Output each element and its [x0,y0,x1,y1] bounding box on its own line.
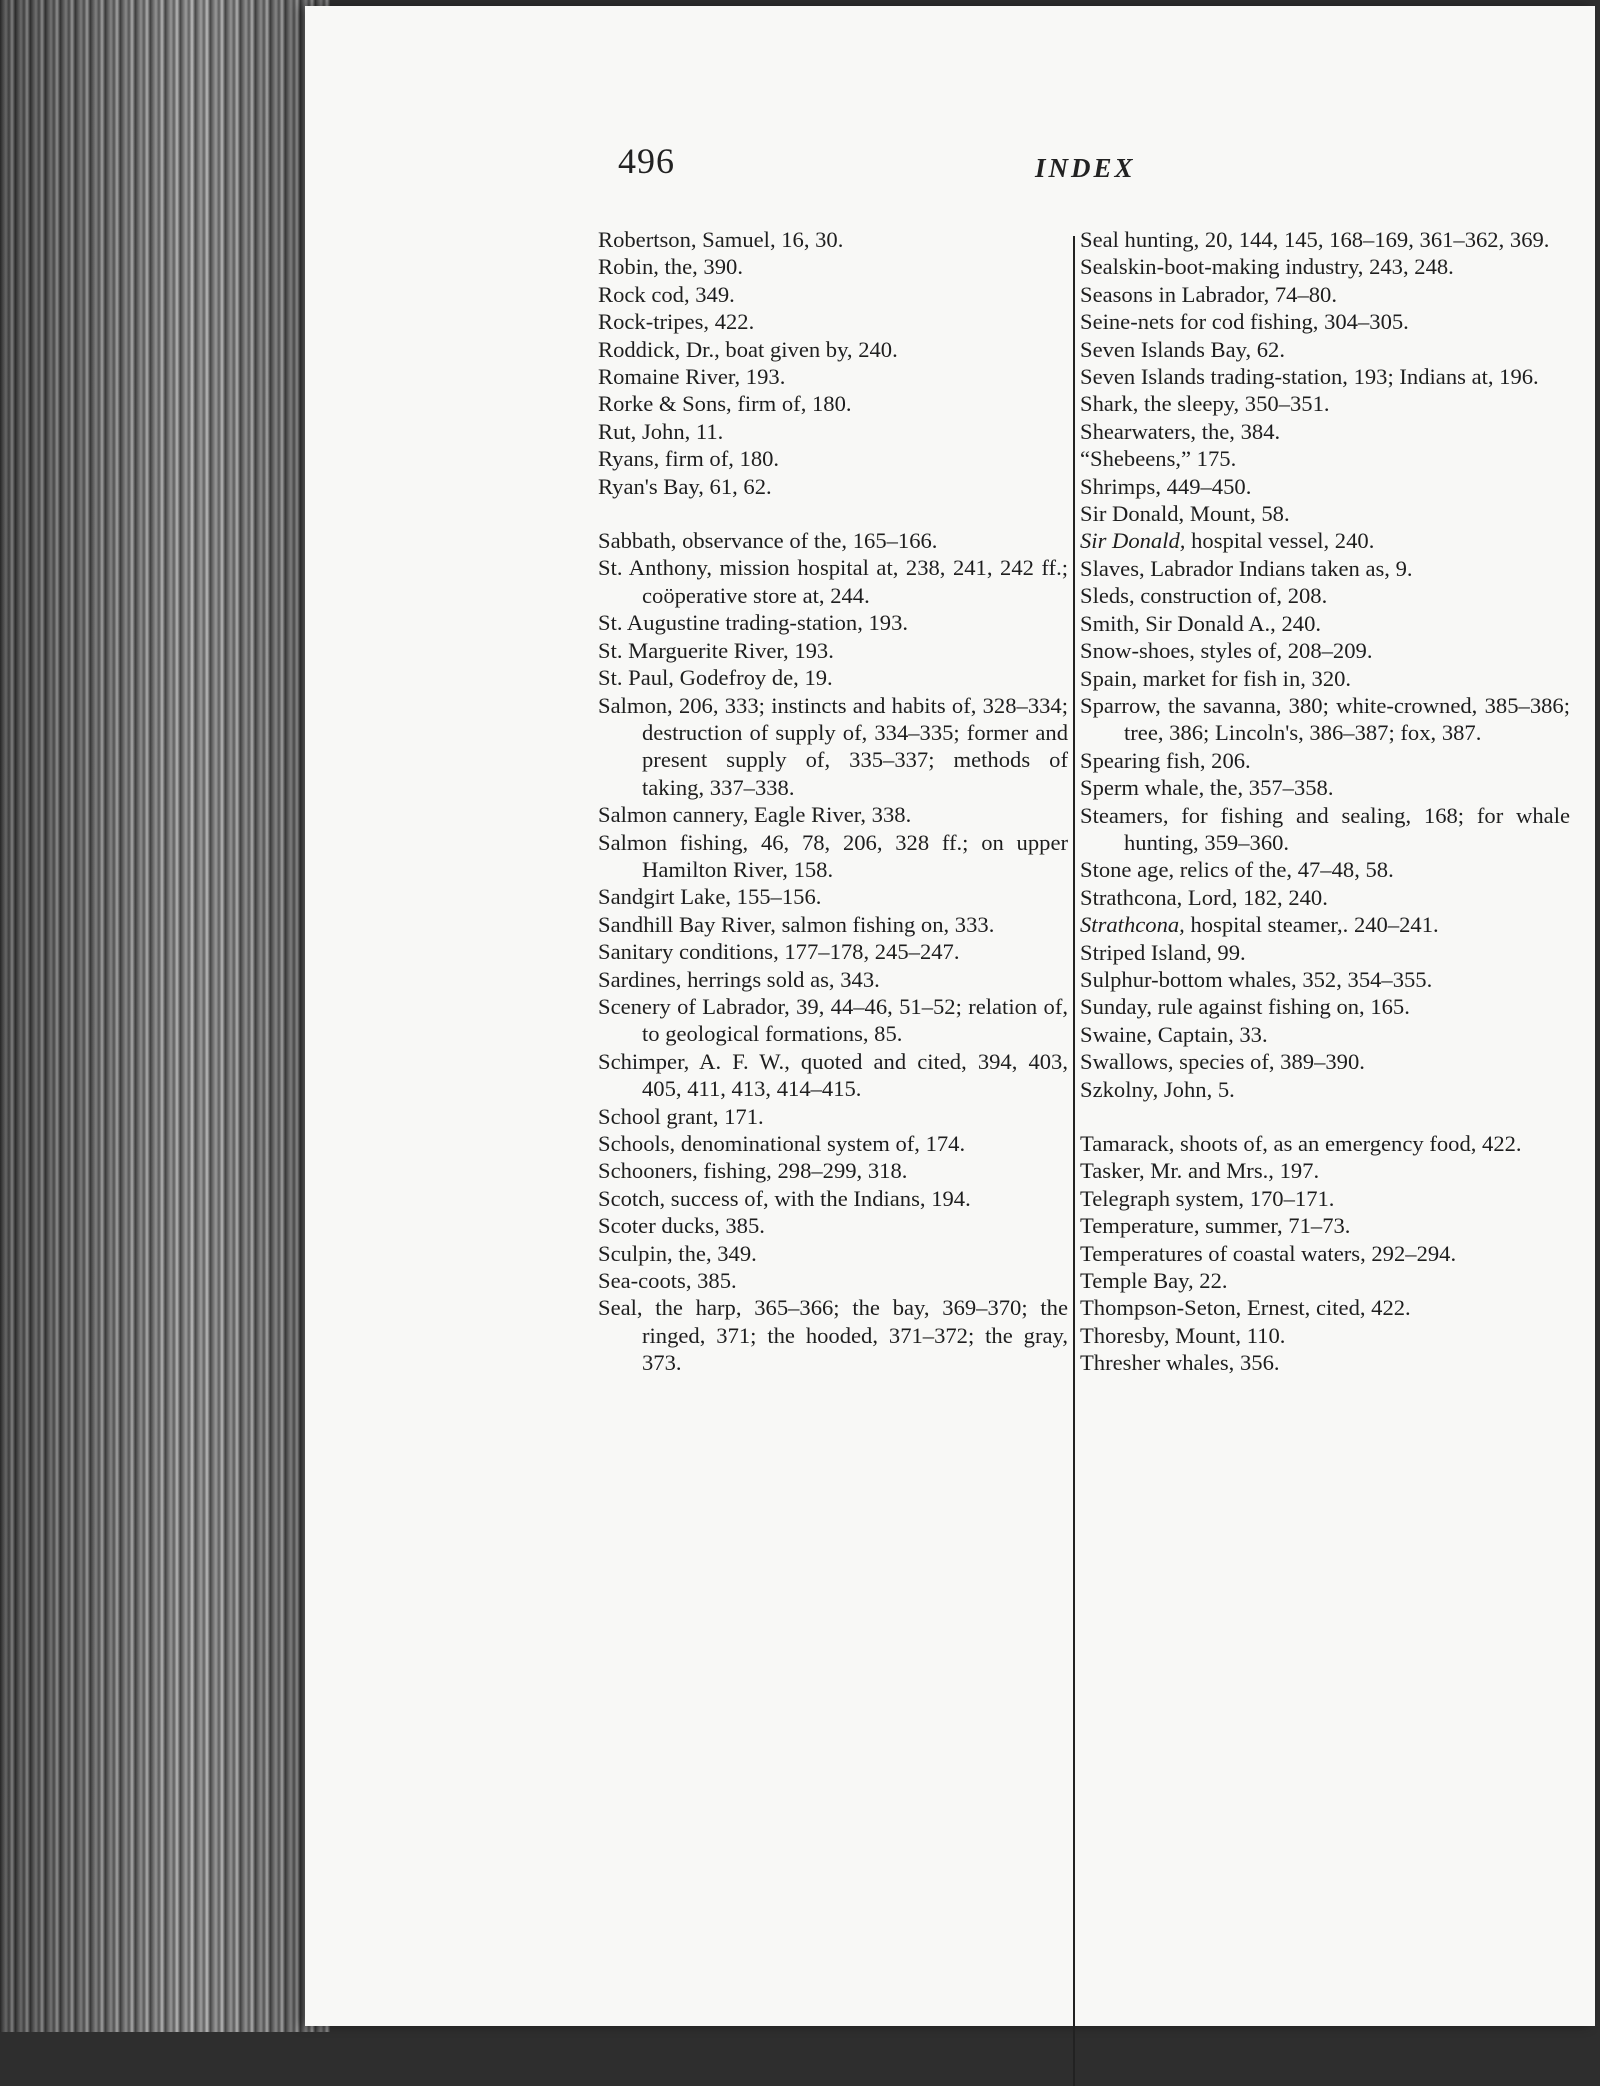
index-entry-text: Sir Donald, Mount, 58. [1080,501,1290,527]
index-entry [598,418,1068,445]
index-entry-text: Sperm whale, the, 357–358. [1080,775,1334,801]
index-entry [598,883,1068,910]
index-entry-text: “Shebeens,” 175. [1080,446,1237,472]
index-entry-italic-title: Sir Donald, [1080,528,1186,554]
index-entry-text: Tamarack, shoots of, as an emergency food, 422. [1080,1131,1522,1156]
index-entry [598,1048,1068,1103]
index-entry-text: Schools, denominational system of, 174. [598,1131,966,1156]
index-entry-text: Shark, the sleepy, 350–351. [1080,391,1330,417]
index-entry-text: Stone age, relics of the, 47–48, 58. [1080,857,1394,883]
index-entry-text: Sealskin-boot-making industry, 243, 248. [1080,254,1454,280]
index-entry-text: Salmon cannery, Eagle River, 338. [598,802,912,828]
index-entry [1080,966,1570,993]
index-entry [1080,610,1570,637]
index-entry [1080,802,1570,857]
page-number: 496 [618,141,675,181]
index-entry-text: Sleds, construction of, 208. [1080,583,1328,609]
index-entry-text: Swallows, species of, 389–390. [1080,1049,1365,1075]
index-entry-italic-title: Strathcona, [1080,912,1185,938]
index-entry-text: Striped Island, 99. [1080,939,1246,965]
index-entry-text: Seven Islands Bay, 62. [1080,336,1285,362]
index-entry-text: Ryan's Bay, 61, 62. [598,473,772,499]
index-entry [1080,692,1570,747]
index-entry [598,829,1068,884]
index-entry [1080,527,1570,554]
index-entry-text: Shrimps, 449–450. [1080,473,1252,499]
index-entry [1080,665,1570,692]
index-entry [1080,281,1570,308]
index-entry [598,692,1068,802]
index-entry [1080,1267,1570,1294]
index-entry-text: Steamers, for fishing and sealing, 168; for whale hunting, 359–360. [1080,802,1570,855]
index-entry [598,363,1068,390]
index-entry-text: Ryans, firm of, 180. [598,446,780,472]
index-entry [1080,363,1570,390]
index-entry [598,938,1068,965]
index-entry [1080,390,1570,417]
index-entry-text: Scoter ducks, 385. [598,1213,765,1239]
index-entry [598,1267,1068,1294]
index-entry-text: Rut, John, 11. [598,418,724,444]
index-entry [598,637,1068,664]
index-entry-text: Spearing fish, 206. [1080,747,1251,773]
book-edge-shadow [0,0,330,2032]
index-entry-text: Slaves, Labrador Indians taken as, 9. [1080,555,1413,581]
column-rule [1073,236,1075,2086]
index-column-left [598,226,1068,1377]
index-entry [1080,445,1570,472]
index-entry-text: Romaine River, 193. [598,364,786,390]
index-entry [598,253,1068,280]
index-entry-text: Telegraph system, 170–171. [1080,1185,1335,1211]
index-entry-text: Rock-tripes, 422. [598,309,755,335]
index-entry [1080,418,1570,445]
index-entry [1080,1212,1570,1239]
index-entry [598,527,1068,554]
index-entry-text: Seasons in Labrador, 74–80. [1080,281,1337,307]
index-entry-text: St. Augustine trading-station, 193. [598,610,909,636]
index-entry-text: Roddick, Dr., boat given by, 240. [598,336,898,362]
index-entry [598,993,1068,1048]
index-entry [1080,336,1570,363]
index-entry-text: Strathcona, Lord, 182, 240. [1080,884,1328,910]
index-entry-text: Sparrow, the savanna, 380; white-crowned, 385–386; tree, 386; Lincoln's, 386–387; fox, 387. [1080,692,1570,746]
index-entry-text: Szkolny, John, 5. [1080,1076,1235,1102]
index-entry [598,1103,1068,1130]
running-head-title: INDEX [1035,153,1136,183]
index-entry [1080,1240,1570,1267]
index-entry [598,554,1068,609]
index-entry [598,1130,1068,1157]
index-entry [598,1185,1068,1212]
index-entry [598,308,1068,335]
index-entry-text: Temperature, summer, 71–73. [1080,1213,1351,1239]
index-entry-text: Seven Islands trading-station, 193; Indians at, 196. [1080,364,1539,390]
index-entry-text: Tasker, Mr. and Mrs., 197. [1080,1158,1320,1184]
index-entry-text: St. Paul, Godefroy de, 19. [598,665,833,691]
index-entry-text: Rorke & Sons, firm of, 180. [598,391,852,417]
index-entry [598,1157,1068,1184]
index-entry-text: Snow-shoes, styles of, 208–209. [1080,638,1373,664]
index-entry [1080,884,1570,911]
index-entry [1080,582,1570,609]
index-entry-text: Temperatures of coastal waters, 292–294. [1080,1240,1457,1266]
index-entry [598,1240,1068,1267]
index-entry-text: Sardines, herrings sold as, 343. [598,966,880,992]
index-entry [598,473,1068,500]
index-entry [1080,1294,1570,1321]
index-entry-text: hospital steamer,. 240–241. [1184,912,1439,938]
index-entry [598,911,1068,938]
index-entry-text: St. Anthony, mission hospital at, 238, 241, 242 ff.; coöperative store at, 244. [598,555,1068,608]
index-entry [1080,226,1570,253]
index-entry [1080,993,1570,1020]
index-entry-text: hospital vessel, 240. [1185,528,1375,554]
index-entry-text: Shearwaters, the, 384. [1080,418,1281,444]
index-entry-text: Seal, the harp, 365–366; the bay, 369–370; the ringed, 371; the hooded, 371–372; the gray, 373. [598,1295,1068,1376]
index-entry [598,609,1068,636]
index-entry [1080,308,1570,335]
index-entry-text: Salmon, 206, 333; instincts and habits of, 328–334; destruction of supply of, 334–335; former and present supply of, 335–337; methods of taking, 337–338. [598,692,1068,800]
index-entry-text: Sandhill Bay River, salmon fishing on, 333. [598,911,995,937]
index-entry [1080,473,1570,500]
index-entry-text: Scotch, success of, with the Indians, 194. [598,1185,971,1211]
index-entry-text: Rock cod, 349. [598,281,735,307]
index-entry [1080,1157,1570,1184]
index-entry-text: Spain, market for fish in, 320. [1080,665,1352,691]
index-entry [598,1294,1068,1376]
index-entry-text: Salmon fishing, 46, 78, 206, 328 ff.; on upper Hamilton River, 158. [598,829,1068,882]
index-entry [1080,747,1570,774]
index-entry-text: Swaine, Captain, 33. [1080,1021,1268,1047]
index-entry-text: Thoresby, Mount, 110. [1080,1322,1286,1348]
index-entry [1080,939,1570,966]
index-entry-text: Sulphur-bottom whales, 352, 354–355. [1080,966,1433,992]
index-entry-text: School grant, 171. [598,1103,764,1129]
index-entry [1080,774,1570,801]
index-entry-text: Schimper, A. F. W., quoted and cited, 394, 403, 405, 411, 413, 414–415. [598,1048,1068,1102]
index-entry-text: Robertson, Samuel, 16, 30. [598,227,844,252]
index-entry-text: Sabbath, observance of the, 165–166. [598,528,938,554]
index-entry-text: Robin, the, 390. [598,254,743,280]
index-entry [1080,555,1570,582]
index-entry-text: Seine-nets for cod fishing, 304–305. [1080,309,1409,335]
index-entry [1080,1048,1570,1075]
index-entry [598,1212,1068,1239]
index-entry-text: Schooners, fishing, 298–299, 318. [598,1158,908,1184]
index-entry-text: Thompson-Seton, Ernest, cited, 422. [1080,1295,1411,1321]
index-column-right [1080,226,1570,1377]
index-entry [598,336,1068,363]
index-entry-text: Scenery of Labrador, 39, 44–46, 51–52; relation of, to geological formations, 85. [598,993,1068,1047]
index-entry-text: Sculpin, the, 349. [598,1240,757,1266]
index-entry [1080,1130,1570,1157]
index-entry-text: Sandgirt Lake, 155–156. [598,884,822,910]
index-entry [1080,500,1570,527]
index-entry-text: Seal hunting, 20, 144, 145, 168–169, 361–362, 369. [1080,227,1550,252]
index-entry [598,801,1068,828]
index-entry [598,445,1068,472]
index-entry [598,390,1068,417]
index-entry-text: Temple Bay, 22. [1080,1268,1228,1294]
index-entry [1080,637,1570,664]
index-entry [1080,1349,1570,1376]
index-entry-text: Sea-coots, 385. [598,1268,737,1294]
index-entry-text: St. Marguerite River, 193. [598,637,834,663]
index-entry [1080,1185,1570,1212]
index-entry [1080,1076,1570,1103]
index-entry [598,966,1068,993]
index-entry [1080,911,1570,938]
index-entry-text: Sunday, rule against fishing on, 165. [1080,994,1410,1020]
index-entry [598,281,1068,308]
index-entry [1080,1322,1570,1349]
index-entry [598,664,1068,691]
index-entry [1080,253,1570,280]
index-entry [598,226,1068,253]
index-entry-text: Thresher whales, 356. [1080,1350,1280,1376]
index-entry [1080,856,1570,883]
index-entry-text: Smith, Sir Donald A., 240. [1080,610,1322,636]
index-entry [1080,1021,1570,1048]
index-entry-text: Sanitary conditions, 177–178, 245–247. [598,939,960,965]
